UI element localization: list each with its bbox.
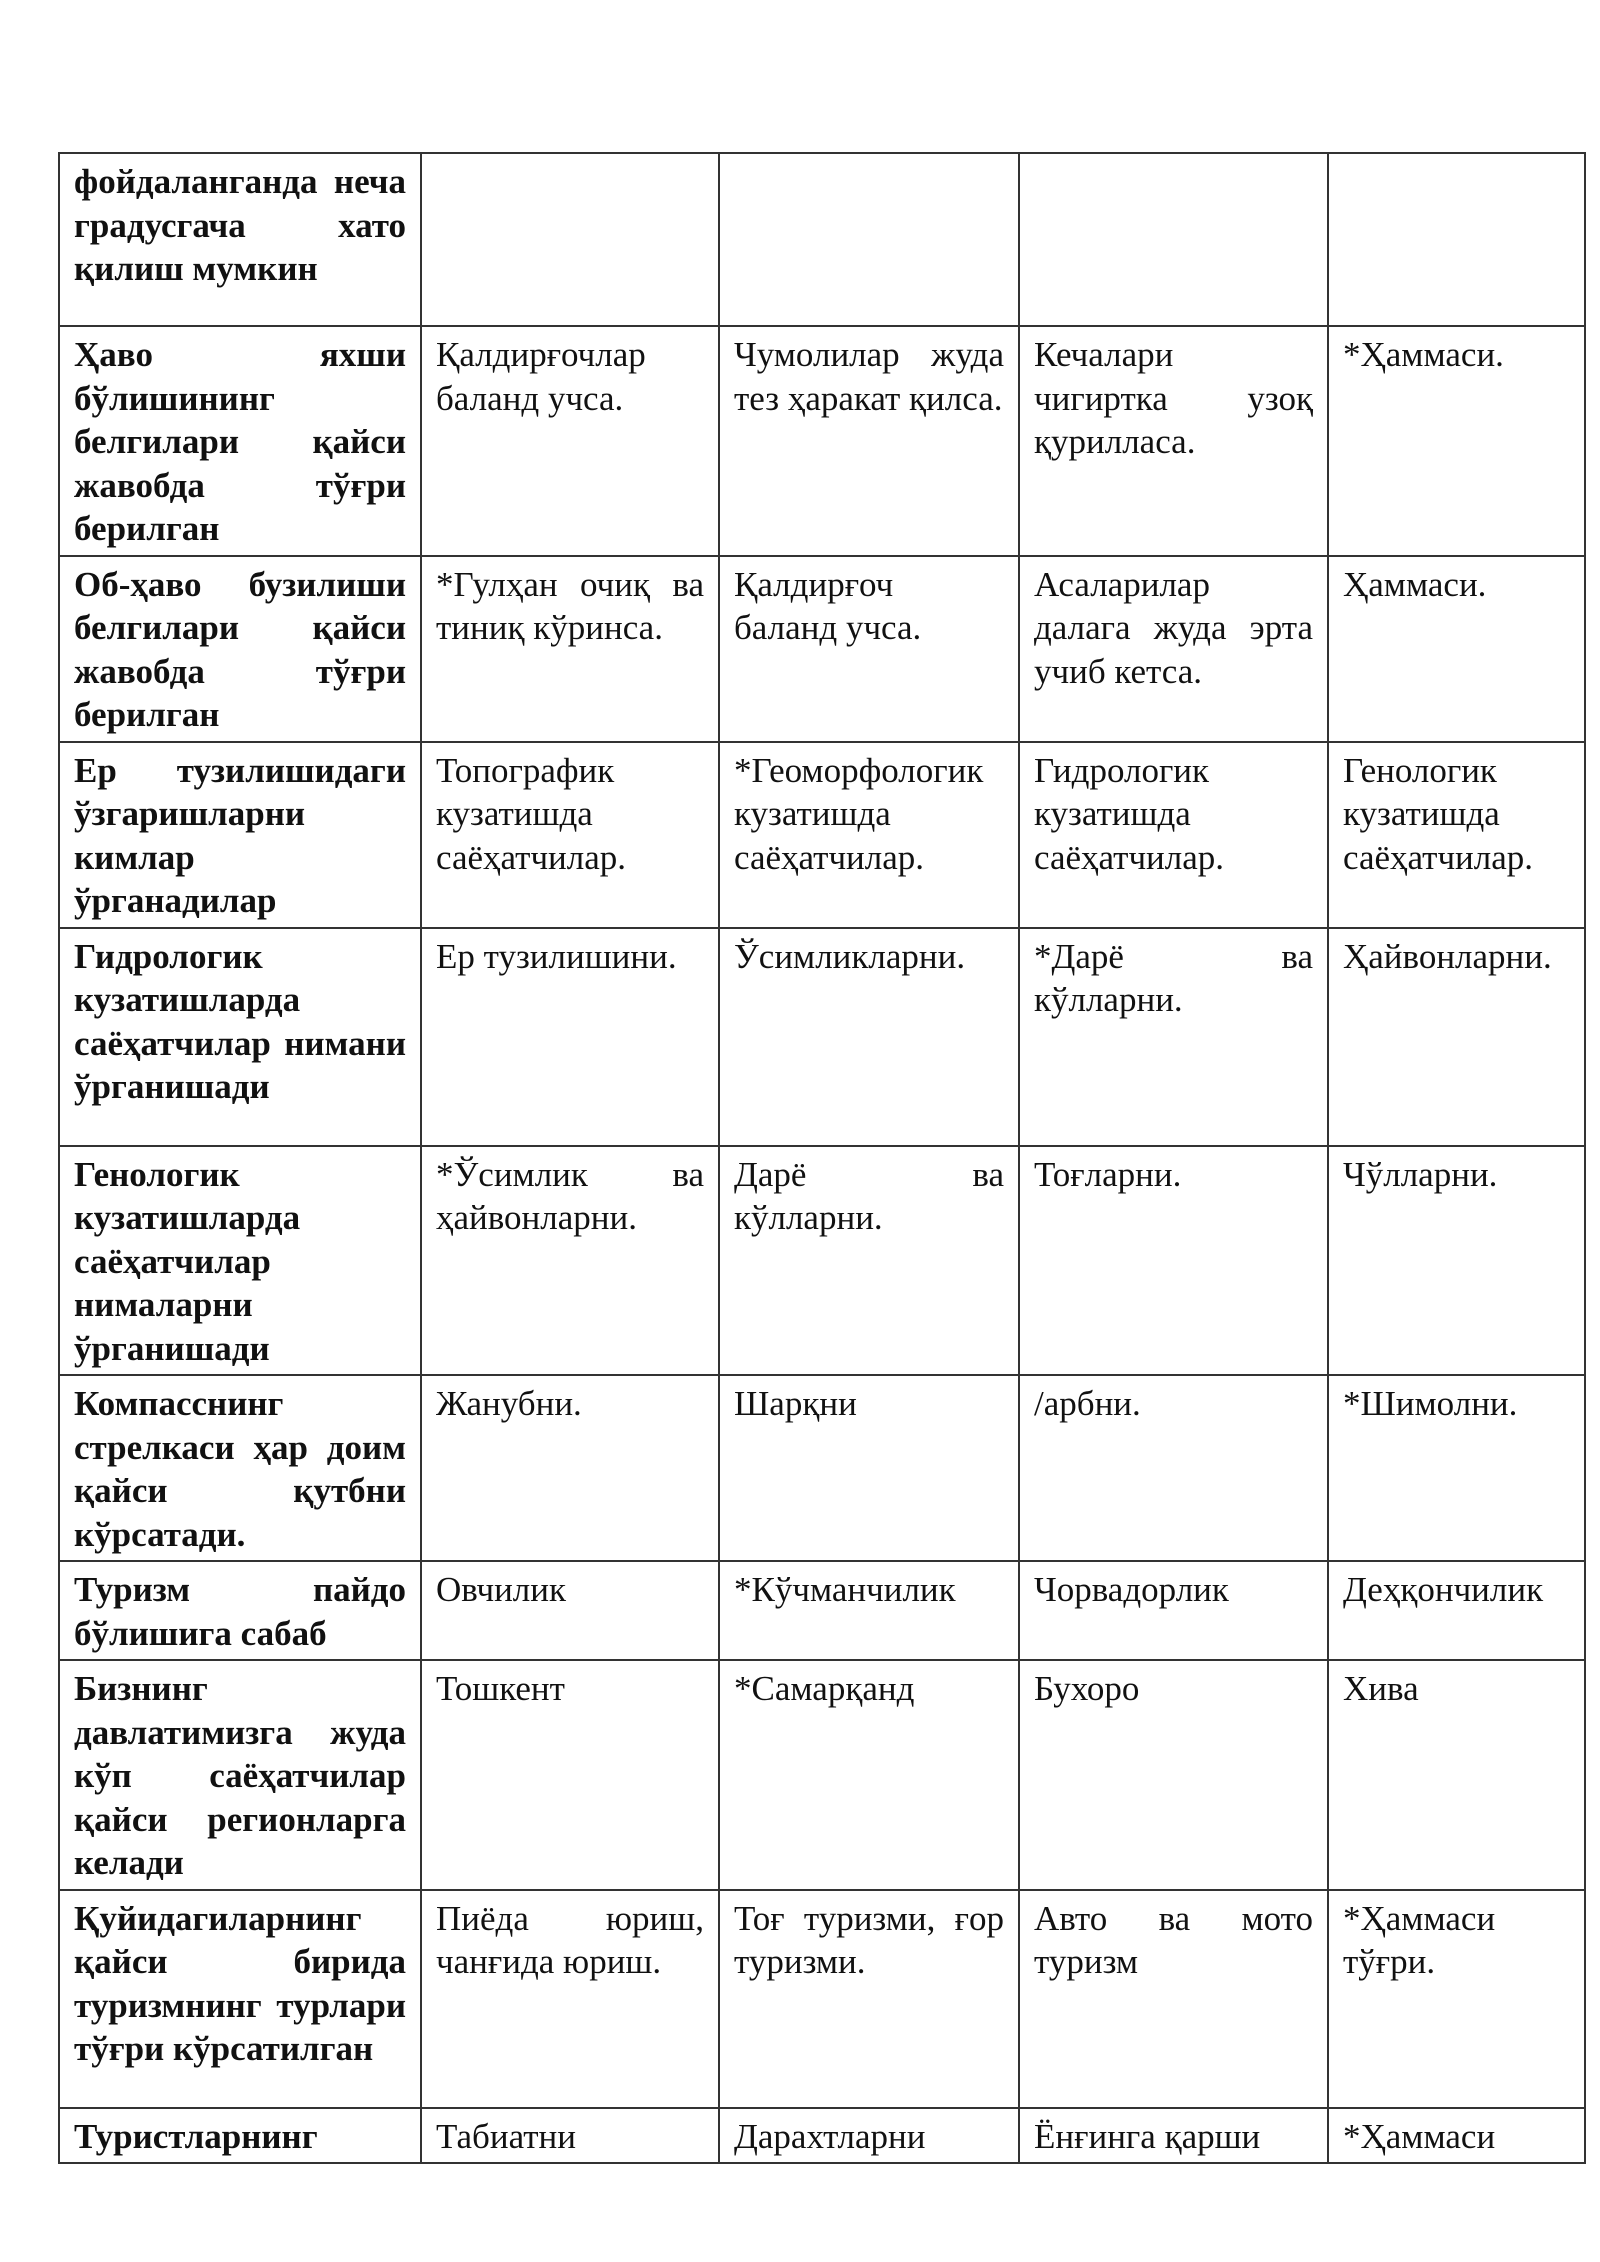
answer-cell: Авто ва мото туризм bbox=[1019, 1890, 1328, 2108]
table-row bbox=[59, 742, 1585, 928]
answer-cell bbox=[719, 153, 1019, 326]
answer-cell: /арбни. bbox=[1019, 1375, 1328, 1561]
table-row bbox=[59, 326, 1585, 556]
question-cell: Бизнинг давлатимизга жуда кўп саёҳатчилар қайси регионларга келади bbox=[59, 1660, 421, 1890]
answer-cell: Дарё ва кўлларни. bbox=[719, 1146, 1019, 1376]
answer-cell: *Самарқанд bbox=[719, 1660, 1019, 1890]
answer-cell: *Ҳаммаси тўғри. bbox=[1328, 1890, 1585, 2108]
answer-cell: Кечалари чигиртка узоқ қурилласа. bbox=[1019, 326, 1328, 556]
answer-cell: *Ўсимлик ва ҳайвонларни. bbox=[421, 1146, 719, 1376]
table-row bbox=[59, 2108, 1585, 2164]
table-row bbox=[59, 928, 1585, 1146]
answer-cell: Чўлларни. bbox=[1328, 1146, 1585, 1376]
answer-cell: Қалдирғочлар баланд учса. bbox=[421, 326, 719, 556]
answer-cell: Тоғларни. bbox=[1019, 1146, 1328, 1376]
answer-cell: Деҳқончилик bbox=[1328, 1561, 1585, 1660]
question-cell: Туристларнинг bbox=[59, 2108, 421, 2164]
table-row bbox=[59, 153, 1585, 326]
answer-cell: Асаларилар далага жуда эрта учиб кетса. bbox=[1019, 556, 1328, 742]
answer-cell bbox=[1328, 153, 1585, 326]
answer-cell: *Ҳаммаси. bbox=[1328, 326, 1585, 556]
answer-cell: Шарқни bbox=[719, 1375, 1019, 1561]
answer-cell: Ўсимликларни. bbox=[719, 928, 1019, 1146]
answer-cell: Овчилик bbox=[421, 1561, 719, 1660]
answer-cell: *Ҳаммаси bbox=[1328, 2108, 1585, 2164]
answer-cell bbox=[421, 153, 719, 326]
question-cell: Гидрологик кузатишларда саёҳатчилар нимани ўрганишади bbox=[59, 928, 421, 1146]
question-cell: Туризм пайдо бўлишига сабаб bbox=[59, 1561, 421, 1660]
answer-cell: Ҳайвонларни. bbox=[1328, 928, 1585, 1146]
answer-cell: Ёнғинга қарши bbox=[1019, 2108, 1328, 2164]
answer-cell: Табиатни bbox=[421, 2108, 719, 2164]
answer-cell: Тоғ туризми, ғор туризми. bbox=[719, 1890, 1019, 2108]
quiz-table bbox=[58, 152, 1586, 2164]
answer-cell: *Кўчманчилик bbox=[719, 1561, 1019, 1660]
answer-cell: Тошкент bbox=[421, 1660, 719, 1890]
table-row bbox=[59, 1890, 1585, 2108]
answer-cell: Дарахтларни bbox=[719, 2108, 1019, 2164]
answer-cell: Чорвадорлик bbox=[1019, 1561, 1328, 1660]
question-cell: Компасснинг стрелкаси ҳар доим қайси қутбни кўрсатади. bbox=[59, 1375, 421, 1561]
table-row bbox=[59, 556, 1585, 742]
answer-cell: Генологик кузатишда саёҳатчилар. bbox=[1328, 742, 1585, 928]
question-cell: Генологик кузатишларда саёҳатчилар нималарни ўрганишади bbox=[59, 1146, 421, 1376]
answer-cell: Қалдирғоч баланд учса. bbox=[719, 556, 1019, 742]
answer-cell: Топографик кузатишда саёҳатчилар. bbox=[421, 742, 719, 928]
answer-cell bbox=[1019, 153, 1328, 326]
answer-cell: Жанубни. bbox=[421, 1375, 719, 1561]
answer-cell: Пиёда юриш, чанғида юриш. bbox=[421, 1890, 719, 2108]
question-cell: Ер тузилишидаги ўзгаришларни кимлар ўрганадилар bbox=[59, 742, 421, 928]
answer-cell: *Дарё ва кўлларни. bbox=[1019, 928, 1328, 1146]
answer-cell: Ҳаммаси. bbox=[1328, 556, 1585, 742]
table-row bbox=[59, 1146, 1585, 1376]
answer-cell: *Геоморфологик кузатишда саёҳатчилар. bbox=[719, 742, 1019, 928]
question-cell: Об-ҳаво бузилиши белгилари қайси жавобда тўғри берилган bbox=[59, 556, 421, 742]
table-row bbox=[59, 1660, 1585, 1890]
question-cell: Ҳаво яхши бўлишининг белгилари қайси жавобда тўғри берилган bbox=[59, 326, 421, 556]
answer-cell: *Гулҳан очиқ ва тиниқ кўринса. bbox=[421, 556, 719, 742]
table-row bbox=[59, 1561, 1585, 1660]
table-row bbox=[59, 1375, 1585, 1561]
answer-cell: *Шимолни. bbox=[1328, 1375, 1585, 1561]
answer-cell: Бухоро bbox=[1019, 1660, 1328, 1890]
answer-cell: Чумолилар жуда тез ҳаракат қилса. bbox=[719, 326, 1019, 556]
question-cell: фойдаланганда неча градусгача хато қилиш мумкин bbox=[59, 153, 421, 326]
answer-cell: Ер тузилишини. bbox=[421, 928, 719, 1146]
question-cell: Қуйидагиларнинг қайси бирида туризмнинг турлари тўғри кўрсатилган bbox=[59, 1890, 421, 2108]
answer-cell: Гидрологик кузатишда саёҳатчилар. bbox=[1019, 742, 1328, 928]
answer-cell: Хива bbox=[1328, 1660, 1585, 1890]
